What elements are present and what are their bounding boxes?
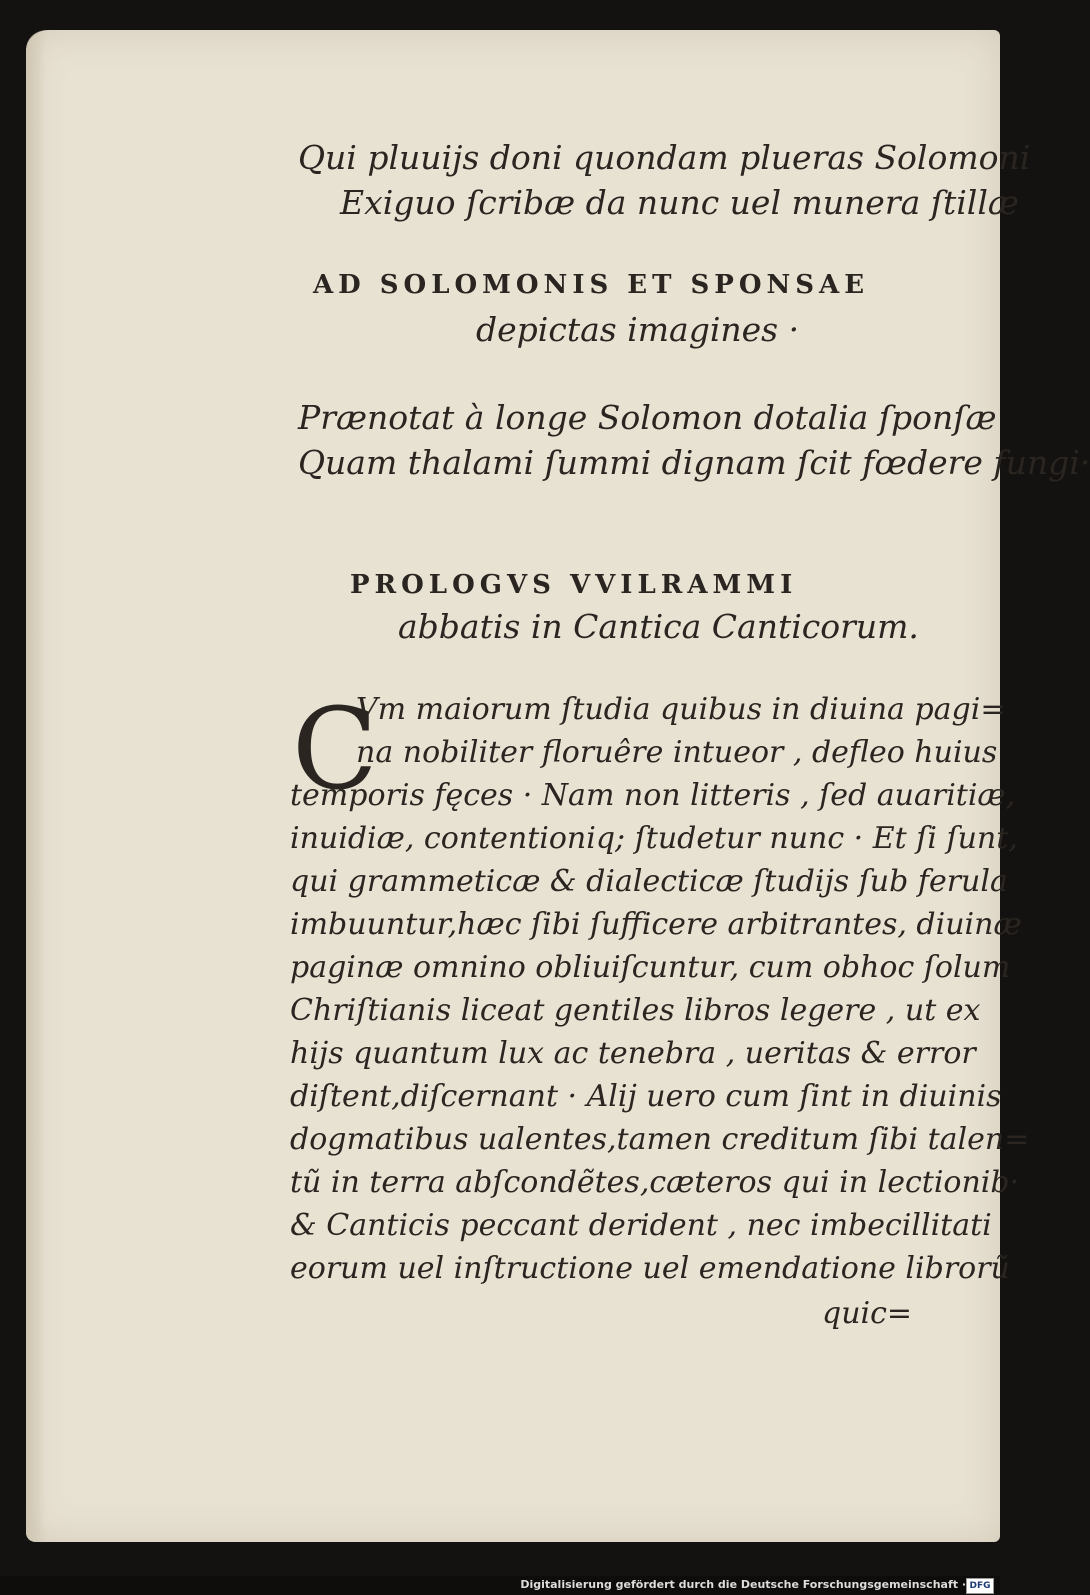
body-line: Chriſtianis liceat gentiles libros legere , ut ex xyxy=(290,993,981,1028)
page-gutter-shadow xyxy=(26,30,46,1542)
footer-bar xyxy=(0,1576,1000,1595)
heading-1-italic: depictas imagines · xyxy=(476,310,800,349)
body-line: dogmatibus ualentes,tamen creditum ſibi talen= xyxy=(290,1122,1030,1157)
body-line: paginæ omnino obliuiſcuntur, cum obhoc ſolum xyxy=(290,950,1011,985)
body-line: na nobiliter floruêre intueor , defleo huius xyxy=(356,735,998,770)
body-line: Vm maiorum ſtudia quibus in diuina pagi= xyxy=(356,692,1006,727)
verse-line-2: Exiguo ſcribæ da nunc uel munera ſtillæ xyxy=(340,183,1019,222)
heading-1-caps: AD SOLOMONIS ET SPONSAE xyxy=(313,270,870,300)
body-line: temporis fęces · Nam non litteris , ſed auaritiæ, xyxy=(290,778,1016,813)
heading-2-caps: PROLOGVS VVILRAMMI xyxy=(350,570,798,600)
verse-line-1: Qui pluuijs doni quondam plueras Solomoni xyxy=(298,138,1031,177)
verse2-line-1: Prænotat à longe Solomon dotalia ſponſæ xyxy=(298,398,997,437)
body-line: eorum uel inſtructione uel emendatione librorũ xyxy=(290,1251,1010,1286)
dfg-logo: DFG xyxy=(966,1578,994,1594)
verse2-line-2: Quam thalami ſummi dignam ſcit fœdere fungi· xyxy=(298,443,1090,482)
drop-cap: C xyxy=(292,685,378,815)
body-line: tũ in terra abſcondẽtes,cæteros qui in lectionib· xyxy=(290,1165,1020,1200)
body-line: qui grammeticæ & dialecticæ ſtudijs ſub ferula xyxy=(290,864,1008,899)
body-line: hijs quantum lux ac tenebra , ueritas & error xyxy=(290,1036,976,1071)
catchword: quic= xyxy=(822,1296,913,1331)
footer-credit: Digitalisierung gefördert durch die Deutsche Forschungsgemeinschaft · xyxy=(520,1578,966,1591)
heading-2-italic: abbatis in Cantica Canticorum. xyxy=(398,607,919,646)
body-line: inuidiæ, contentioniq; ſtudetur nunc · Et ſi ſunt, xyxy=(290,821,1018,856)
body-line: diſtent,diſcernant · Alij uero cum ſint in diuinis xyxy=(290,1079,1002,1114)
body-line: & Canticis peccant derident , nec imbecillitati xyxy=(290,1208,992,1243)
body-line: imbuuntur,hæc ſibi ſufficere arbitrantes, diuinæ xyxy=(290,907,1022,942)
